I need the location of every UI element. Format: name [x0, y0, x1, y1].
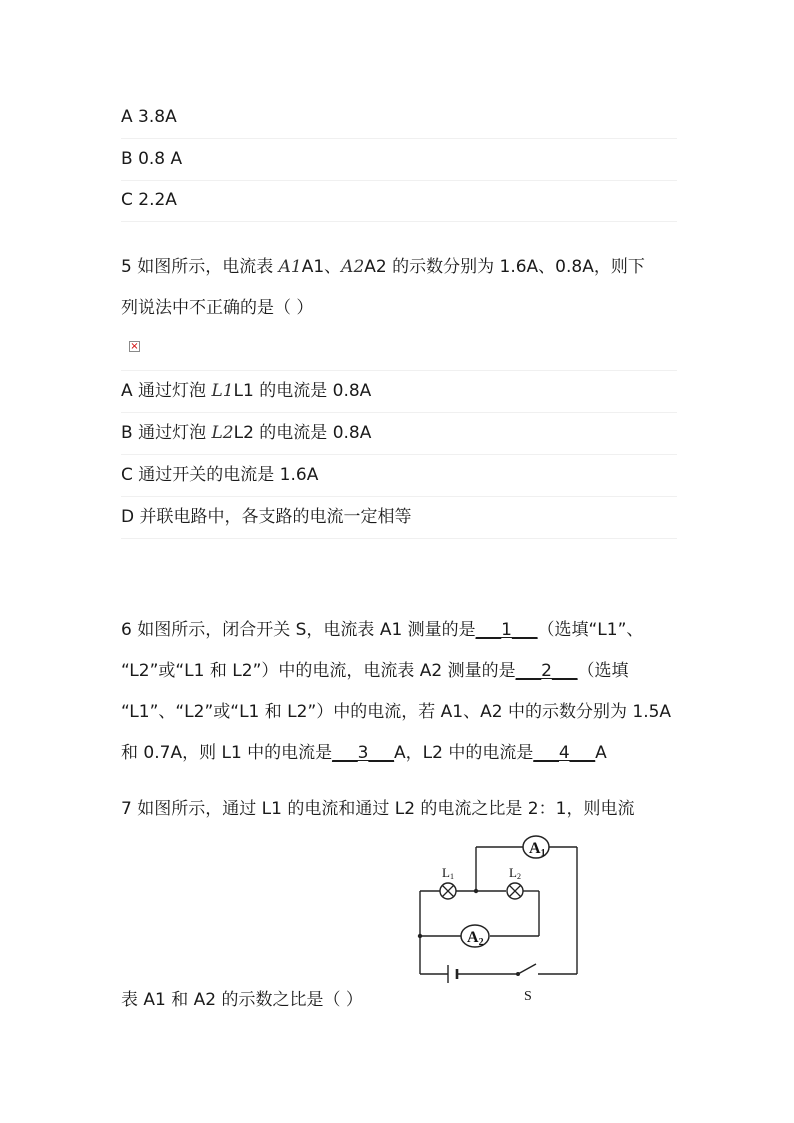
q6-blank-4: ___4___	[533, 743, 596, 763]
q6-line1: 6 如图所示，闭合开关 S，电流表 A1 测量的是___1___（选填“L1”、	[121, 620, 644, 640]
q5-stem-line2: 列说法中不正确的是（ ）	[121, 298, 314, 318]
a2-label: A	[467, 929, 479, 946]
q6-blank-3: ___3___	[332, 743, 394, 763]
q6-line2: “L2”或“L1 和 L2”）中的电流，电流表 A2 测量的是___2___（选填	[121, 661, 629, 681]
q5-option-c: C 通过开关的电流是 1.6A	[121, 455, 677, 497]
lamp-l1	[440, 883, 456, 899]
q5-option-b: B 通过灯泡 L2L2 的电流是 0.8A	[121, 413, 677, 455]
q5-option-d: D 并联电路中，各支路的电流一定相等	[121, 497, 677, 539]
svg-text:A2: A2	[467, 929, 484, 948]
q7-line2: 表 A1 和 A2 的示数之比是（ ）	[121, 990, 363, 1010]
junction-dot	[474, 889, 478, 893]
switch-pivot	[516, 972, 520, 976]
svg-text:L1: L1	[442, 865, 454, 881]
q7-line1: 7 如图所示，通过 L1 的电流和通过 L2 的电流之比是 2：1，则电流	[121, 799, 635, 819]
q5-option-a: A 通过灯泡 L1L1 的电流是 0.8A	[121, 371, 677, 413]
circuit-diagram	[404, 832, 590, 1008]
q4-option-c: C 2.2A	[121, 180, 677, 222]
q6-blank-2: ___2___	[515, 661, 578, 681]
q6-line3: “L1”、“L2”或“L1 和 L2”）中的电流，若 A1、A2 中的示数分别为 1.5A	[121, 702, 672, 722]
a1-label: A	[529, 840, 541, 857]
q6-line4: 和 0.7A，则 L1 中的电流是___3___A，L2 中的电流是___4___A	[121, 743, 607, 763]
q4-option-b: B 0.8 A	[121, 139, 677, 181]
l1-label: L	[442, 865, 450, 880]
q5-formula-a2: A2	[341, 257, 365, 277]
q6-blank-1: ___1___	[475, 620, 538, 640]
q5-formula-a1: A1	[278, 257, 302, 277]
svg-text:A1: A1	[529, 840, 546, 859]
l2-label: L	[509, 865, 517, 880]
q5-stem-line1: 5 如图所示，电流表 A1A1、A2A2 的示数分别为 1.6A、0.8A，则下	[121, 257, 645, 277]
svg-text:L2: L2	[509, 865, 521, 881]
lamp-l2	[507, 883, 523, 899]
switch-label: S	[524, 989, 532, 1004]
junction-dot	[418, 934, 422, 938]
q4-option-a: A 3.8A	[121, 97, 677, 139]
broken-image-icon: ×	[130, 341, 139, 352]
